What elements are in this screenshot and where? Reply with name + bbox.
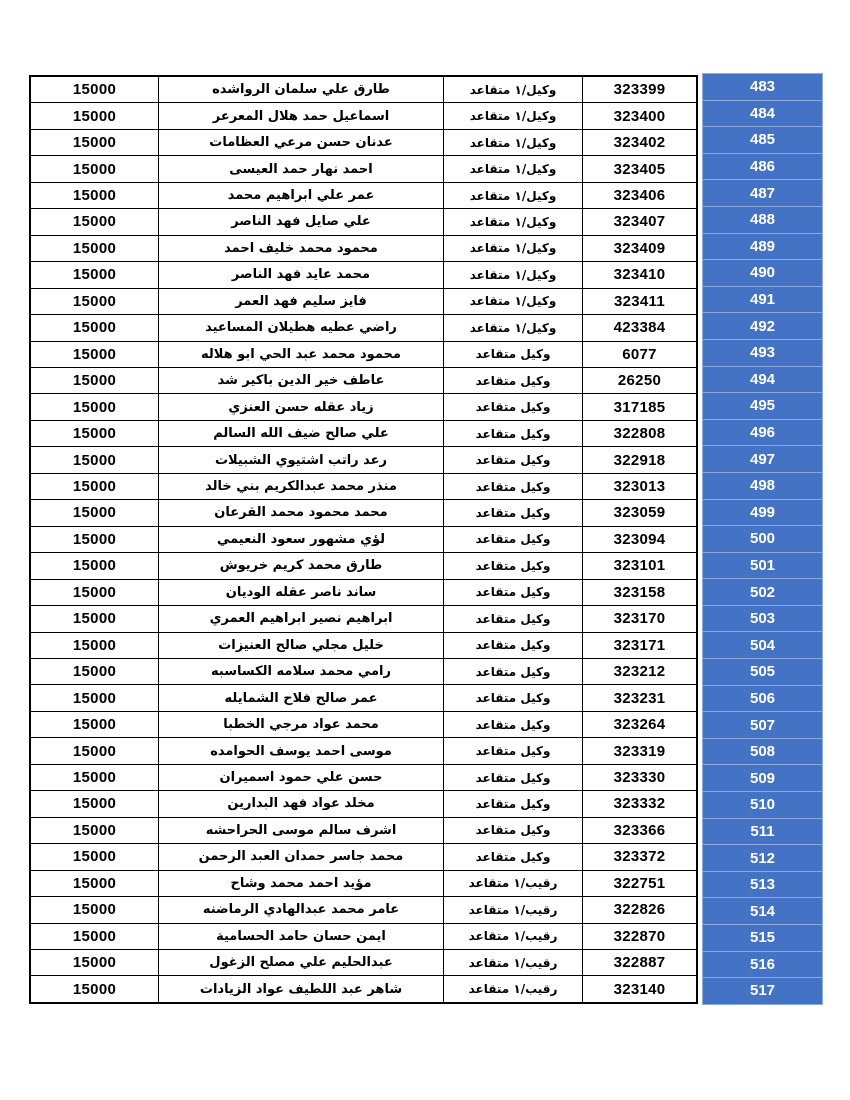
amount-cell: 15000 bbox=[31, 844, 159, 869]
name-cell: عبدالحليم علي مصلح الزغول bbox=[159, 950, 444, 975]
row-number-cell: 505 bbox=[702, 658, 823, 686]
rank-cell: وكيل متقاعد bbox=[444, 553, 583, 578]
service-number-cell: 323330 bbox=[613, 769, 666, 786]
name-cell: ايمن حسان حامد الحسامية bbox=[159, 924, 444, 949]
service-number-cell: 323319 bbox=[613, 742, 666, 760]
service-number-cell: 322751 bbox=[613, 874, 666, 892]
service-number-cell: 322887 bbox=[613, 954, 666, 972]
name-cell: ابراهيم نصير ابراهيم العمري bbox=[159, 606, 444, 631]
amount-cell: 15000 bbox=[31, 738, 159, 763]
name-cell: محمود محمد عبد الحي ابو هلاله bbox=[159, 342, 444, 367]
row-number-cell: 490 bbox=[702, 259, 823, 287]
rank-cell: رقيب/١ متقاعد bbox=[444, 924, 583, 949]
amount-cell: 15000 bbox=[31, 606, 159, 631]
service-number-cell: 322808 bbox=[613, 425, 666, 443]
table-row bbox=[31, 289, 696, 315]
rank-cell: وكيل متقاعد bbox=[444, 685, 583, 710]
rank-cell: وكيل متقاعد bbox=[444, 818, 583, 843]
row-number-cell: 504 bbox=[702, 631, 823, 659]
row-number-cell: 510 bbox=[702, 791, 823, 819]
service-number-cell: 323013 bbox=[613, 478, 666, 496]
amount-cell: 15000 bbox=[31, 633, 159, 658]
rank-cell: وكيل/١ متقاعد bbox=[444, 130, 583, 155]
table-row bbox=[31, 791, 696, 817]
amount-cell: 15000 bbox=[31, 474, 159, 499]
row-number-cell: 494 bbox=[702, 366, 823, 394]
table-row bbox=[31, 659, 696, 685]
rank-cell: رقيب/١ متقاعد bbox=[444, 897, 583, 922]
rank-cell: وكيل/١ متقاعد bbox=[444, 183, 583, 208]
rank-cell: وكيل متقاعد bbox=[444, 447, 583, 472]
rank-cell: وكيل متقاعد bbox=[444, 368, 583, 393]
amount-cell: 15000 bbox=[31, 897, 159, 922]
amount-cell: 15000 bbox=[31, 77, 159, 102]
service-number-cell: 323140 bbox=[613, 980, 666, 998]
name-cell: محمود محمد خليف احمد bbox=[159, 236, 444, 261]
name-cell: علي صالح ضيف الله السالم bbox=[159, 421, 444, 446]
rank-cell: وكيل/١ متقاعد bbox=[444, 262, 583, 287]
row-number-cell: 511 bbox=[702, 818, 823, 846]
amount-cell: 15000 bbox=[31, 527, 159, 552]
row-number-cell: 488 bbox=[702, 206, 823, 234]
row-number-cell: 501 bbox=[702, 552, 823, 580]
table-row bbox=[31, 606, 696, 632]
amount-cell: 15000 bbox=[31, 289, 159, 314]
amount-cell: 15000 bbox=[31, 262, 159, 287]
amount-cell: 15000 bbox=[31, 818, 159, 843]
name-cell: عمر صالح فلاح الشمايله bbox=[159, 685, 444, 710]
table-row bbox=[31, 103, 696, 129]
rank-cell: رقيب/١ متقاعد bbox=[444, 976, 583, 1001]
row-number-cell: 516 bbox=[702, 951, 823, 979]
rank-cell: وكيل متقاعد bbox=[444, 844, 583, 869]
row-number-cell: 497 bbox=[702, 445, 823, 473]
table-row bbox=[31, 818, 696, 844]
row-number-cell: 493 bbox=[702, 339, 823, 367]
table-row bbox=[31, 156, 696, 182]
table-row bbox=[31, 685, 696, 711]
service-number-cell: 323411 bbox=[613, 292, 666, 310]
service-number-cell: 26250 bbox=[617, 372, 662, 390]
rank-cell: رقيب/١ متقاعد bbox=[444, 871, 583, 896]
table-row bbox=[31, 976, 696, 1001]
rank-cell: وكيل متقاعد bbox=[444, 527, 583, 552]
table-row bbox=[31, 209, 696, 235]
table-row bbox=[31, 368, 696, 394]
service-number-cell: 323402 bbox=[613, 134, 666, 152]
service-number-cell: 323407 bbox=[613, 213, 666, 231]
amount-cell: 15000 bbox=[31, 130, 159, 155]
row-number-cell: 502 bbox=[702, 578, 823, 606]
name-cell: خليل مجلي صالح العنيزات bbox=[159, 633, 444, 658]
rank-cell: وكيل/١ متقاعد bbox=[444, 315, 583, 340]
row-number-cell: 496 bbox=[702, 419, 823, 447]
table-row bbox=[31, 474, 696, 500]
row-number-cell: 492 bbox=[702, 312, 823, 340]
table-row bbox=[31, 236, 696, 262]
table-row bbox=[31, 315, 696, 341]
name-cell: احمد نهار حمد العيسى bbox=[159, 156, 444, 181]
rank-cell: وكيل/١ متقاعد bbox=[444, 209, 583, 234]
row-number-cell: 509 bbox=[702, 764, 823, 792]
name-cell: زياد عقله حسن العنزي bbox=[159, 394, 444, 419]
service-number-cell: 323231 bbox=[613, 689, 666, 707]
amount-cell: 15000 bbox=[31, 685, 159, 710]
amount-cell: 15000 bbox=[31, 712, 159, 737]
rank-cell: رقيب/١ متقاعد bbox=[444, 950, 583, 975]
row-number-cell: 517 bbox=[702, 977, 823, 1005]
rank-cell: وكيل متقاعد bbox=[444, 791, 583, 816]
name-cell: فايز سليم فهد العمر bbox=[159, 289, 444, 314]
table-row bbox=[31, 950, 696, 976]
row-number-cell: 508 bbox=[702, 738, 823, 766]
rank-cell: وكيل متقاعد bbox=[444, 342, 583, 367]
row-number-cell: 499 bbox=[702, 499, 823, 527]
table-row bbox=[31, 580, 696, 606]
row-number-cell: 500 bbox=[702, 525, 823, 553]
name-cell: اشرف سالم موسى الحراحشه bbox=[159, 818, 444, 843]
amount-cell: 15000 bbox=[31, 156, 159, 181]
service-number-cell: 323405 bbox=[613, 160, 666, 178]
table-row bbox=[31, 897, 696, 923]
amount-cell: 15000 bbox=[31, 342, 159, 367]
name-cell: طارق علي سلمان الرواشده bbox=[159, 77, 444, 102]
rank-cell: وكيل/١ متقاعد bbox=[444, 103, 583, 128]
name-cell: موسى احمد يوسف الحوامده bbox=[159, 738, 444, 763]
amount-cell: 15000 bbox=[31, 580, 159, 605]
name-cell: منذر محمد عبدالكريم بني خالد bbox=[159, 474, 444, 499]
service-number-cell: 317185 bbox=[613, 398, 666, 416]
service-number-cell: 323158 bbox=[613, 583, 666, 601]
name-cell: لؤي مشهور سعود النعيمي bbox=[159, 527, 444, 552]
table-row bbox=[31, 765, 696, 791]
table-row bbox=[31, 183, 696, 209]
table-row bbox=[31, 633, 696, 659]
name-cell: محمد محمود محمد القرعان bbox=[159, 500, 444, 525]
row-number-cell: 486 bbox=[702, 153, 823, 181]
rank-cell: وكيل متقاعد bbox=[444, 712, 583, 737]
service-number-cell: 323410 bbox=[613, 266, 666, 284]
amount-cell: 15000 bbox=[31, 103, 159, 128]
amount-cell: 15000 bbox=[31, 765, 159, 790]
amount-cell: 15000 bbox=[31, 871, 159, 896]
amount-cell: 15000 bbox=[31, 183, 159, 208]
name-cell: مؤيد احمد محمد وشاح bbox=[159, 871, 444, 896]
table-row bbox=[31, 712, 696, 738]
row-number-cell: 498 bbox=[702, 472, 823, 500]
amount-cell: 15000 bbox=[31, 950, 159, 975]
table-row bbox=[31, 130, 696, 156]
amount-cell: 15000 bbox=[31, 553, 159, 578]
amount-cell: 15000 bbox=[31, 394, 159, 419]
rank-cell: وكيل متقاعد bbox=[444, 474, 583, 499]
service-number-cell: 323101 bbox=[613, 557, 666, 575]
name-cell: طارق محمد كريم خريوش bbox=[159, 553, 444, 578]
row-number-cell: 506 bbox=[702, 685, 823, 713]
row-number-cell: 495 bbox=[702, 392, 823, 420]
table-row bbox=[31, 527, 696, 553]
row-number-column bbox=[702, 73, 823, 1005]
service-number-cell: 323212 bbox=[613, 663, 666, 681]
amount-cell: 15000 bbox=[31, 500, 159, 525]
service-number-cell: 423384 bbox=[613, 319, 666, 337]
name-cell: محمد عايد فهد الناصر bbox=[159, 262, 444, 287]
service-number-cell: 323332 bbox=[613, 795, 666, 813]
rank-cell: وكيل/١ متقاعد bbox=[444, 156, 583, 181]
rank-cell: وكيل متقاعد bbox=[444, 394, 583, 419]
amount-cell: 15000 bbox=[31, 236, 159, 261]
rank-cell: وكيل متقاعد bbox=[444, 633, 583, 658]
rank-cell: وكيل متقاعد bbox=[444, 606, 583, 631]
name-cell: شاهر عبد اللطيف عواد الزيادات bbox=[159, 976, 444, 1001]
rank-cell: وكيل متقاعد bbox=[444, 500, 583, 525]
name-cell: ساند ناصر عقله الوديان bbox=[159, 580, 444, 605]
name-cell: اسماعيل حمد هلال المعرعر bbox=[159, 103, 444, 128]
table-row bbox=[31, 738, 696, 764]
row-number-cell: 487 bbox=[702, 179, 823, 207]
service-number-cell: 323372 bbox=[613, 848, 666, 866]
service-number-cell: 323094 bbox=[613, 530, 666, 548]
name-cell: عمر علي ابراهيم محمد bbox=[159, 183, 444, 208]
service-number-cell: 323406 bbox=[613, 187, 666, 205]
rank-cell: وكيل/١ متقاعد bbox=[444, 289, 583, 314]
service-number-cell: 323264 bbox=[613, 716, 666, 734]
amount-cell: 15000 bbox=[31, 421, 159, 446]
table-row bbox=[31, 421, 696, 447]
name-cell: محمد عواد مرجي الخطبا bbox=[159, 712, 444, 737]
amount-cell: 15000 bbox=[31, 976, 159, 1001]
row-number-cell: 484 bbox=[702, 100, 823, 128]
rank-cell: وكيل متقاعد bbox=[444, 765, 583, 790]
name-cell: عامر محمد عبدالهادي الرماضنه bbox=[159, 897, 444, 922]
amount-cell: 15000 bbox=[31, 315, 159, 340]
service-number-cell: 323400 bbox=[613, 107, 666, 125]
pension-table bbox=[29, 75, 698, 1004]
row-number-cell: 491 bbox=[702, 286, 823, 314]
name-cell: عدنان حسن مرعي العظامات bbox=[159, 130, 444, 155]
row-number-cell: 489 bbox=[702, 233, 823, 261]
service-number-cell: 323171 bbox=[613, 636, 666, 654]
service-number-cell: 323366 bbox=[613, 821, 666, 839]
amount-cell: 15000 bbox=[31, 209, 159, 234]
name-cell: محمد جاسر حمدان العبد الرحمن bbox=[159, 844, 444, 869]
name-cell: علي صايل فهد الناصر bbox=[159, 209, 444, 234]
table-row bbox=[31, 447, 696, 473]
service-number-cell: 322870 bbox=[613, 927, 666, 945]
name-cell: مخلد عواد فهد البدارين bbox=[159, 791, 444, 816]
rank-cell: وكيل متقاعد bbox=[444, 659, 583, 684]
service-number-cell: 322826 bbox=[613, 901, 666, 919]
service-number-cell: 322918 bbox=[613, 451, 666, 469]
rank-cell: وكيل/١ متقاعد bbox=[444, 77, 583, 102]
table-row bbox=[31, 871, 696, 897]
table-row bbox=[31, 77, 696, 103]
table-row bbox=[31, 262, 696, 288]
rank-cell: وكيل متقاعد bbox=[444, 580, 583, 605]
name-cell: عاطف خير الدين باكير شد bbox=[159, 368, 444, 393]
row-number-cell: 483 bbox=[702, 73, 823, 101]
service-number-cell: 323399 bbox=[613, 81, 666, 99]
amount-cell: 15000 bbox=[31, 368, 159, 393]
amount-cell: 15000 bbox=[31, 924, 159, 949]
table-row bbox=[31, 553, 696, 579]
service-number-cell: 323409 bbox=[613, 239, 666, 257]
row-number-cell: 513 bbox=[702, 871, 823, 899]
name-cell: رعد راتب اشتيوي الشبيلات bbox=[159, 447, 444, 472]
row-number-cell: 507 bbox=[702, 711, 823, 739]
service-number-cell: 323170 bbox=[613, 610, 666, 628]
row-number-cell: 503 bbox=[702, 605, 823, 633]
row-number-cell: 512 bbox=[702, 844, 823, 872]
row-number-cell: 514 bbox=[702, 897, 823, 925]
name-cell: راضي عطيه هطيلان المساعيد bbox=[159, 315, 444, 340]
table-row bbox=[31, 500, 696, 526]
rank-cell: وكيل متقاعد bbox=[444, 421, 583, 446]
rank-cell: وكيل متقاعد bbox=[444, 738, 583, 763]
row-number-cell: 485 bbox=[702, 126, 823, 154]
amount-cell: 15000 bbox=[31, 447, 159, 472]
name-cell: حسن علي حمود اسميران bbox=[159, 765, 444, 790]
table-row bbox=[31, 924, 696, 950]
table-row bbox=[31, 394, 696, 420]
service-number-cell: 323059 bbox=[613, 504, 666, 522]
rank-cell: وكيل/١ متقاعد bbox=[444, 236, 583, 261]
amount-cell: 15000 bbox=[31, 659, 159, 684]
name-cell: رامي محمد سلامه الكساسبه bbox=[159, 659, 444, 684]
row-number-cell: 515 bbox=[702, 924, 823, 952]
table-row bbox=[31, 844, 696, 870]
table-row bbox=[31, 342, 696, 368]
amount-cell: 15000 bbox=[31, 791, 159, 816]
service-number-cell: 6077 bbox=[622, 345, 657, 363]
